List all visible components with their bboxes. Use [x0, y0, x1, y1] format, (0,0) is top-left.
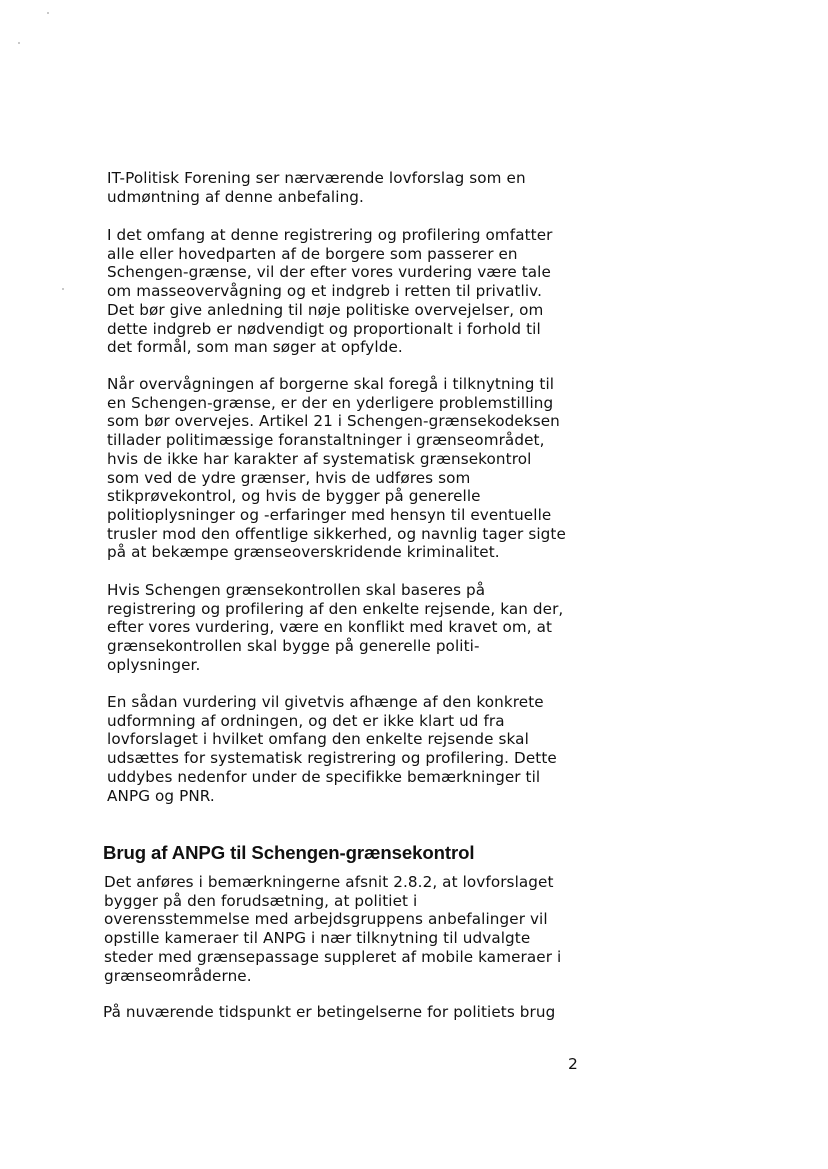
text-line: stikprøvekontrol, og hvis de bygger på generelle [107, 487, 481, 506]
text-line: politioplysninger og -erfaringer med hensyn til eventuelle [107, 505, 552, 524]
text-line: Schengen-grænse, vil der efter vores vurdering være tale [107, 263, 551, 282]
text-line: IT-Politisk Forening ser nærværende lovforslag som en [107, 169, 526, 187]
text-line: uddybes nedenfor under de specifikke bemærkninger til [107, 767, 541, 786]
text-line: En sådan vurdering vil givetvis afhænge af den konkrete [107, 693, 544, 711]
text-line: udformning af ordningen, og det er ikke klart ud fra [107, 711, 505, 730]
text-line: udsættes for systematisk registrering og profilering. Dette [107, 749, 557, 768]
paragraph-1 [107, 169, 526, 206]
text-line: Når overvågningen af borgerne skal foregå i tilknytning til [107, 375, 555, 393]
text-line: I det omfang at denne registrering og profilering omfatter [107, 226, 553, 244]
scan-speck [47, 12, 49, 14]
text-line: hvis de ikke har karakter af systematisk grænsekontrol [107, 449, 532, 468]
page-number: 2 [568, 1055, 578, 1073]
text-line: På nuværende tidspunkt er betingelserne for politiets brug [103, 1003, 556, 1021]
text-line: det formål, som man søger at opfylde. [107, 338, 403, 357]
text-line: registrering og profilering af den enkelte rejsende, kan der, [107, 599, 564, 618]
text-line: dette indgreb er nødvendigt og proportionalt i forhold til [107, 319, 541, 338]
text-line: oplysninger. [107, 655, 201, 674]
text-line: overensstemmelse med arbejdsgruppens anbefalinger vil [104, 910, 548, 929]
text-line: bygger på den forudsætning, at politiet i [104, 891, 418, 910]
paragraph-3 [107, 375, 566, 562]
text-line: ANPG og PNR. [107, 786, 215, 805]
text-line: opstille kameraer til ANPG i nær tilknytning til udvalgte [104, 929, 531, 948]
text-line: grænsekontrollen skal bygge på generelle politi- [107, 637, 480, 656]
text-line: efter vores vurdering, være en konflikt med kravet om, at [107, 618, 553, 637]
text-line: trusler mod den offentlige sikkerhed, og navnlig tager sigte [107, 524, 566, 543]
section-paragraph-2 [103, 1003, 555, 1022]
text-line: Det bør give anledning til nøje politiske overvejelser, om [107, 300, 544, 319]
text-line: Hvis Schengen grænsekontrollen skal baseres på [107, 581, 486, 599]
section-paragraph-1 [104, 873, 561, 985]
paragraph-4 [107, 581, 563, 675]
section-heading: Brug af ANPG til Schengen-grænsekontrol [103, 842, 475, 863]
text-line: som bør overvejes. Artikel 21 i Schengen-grænsekodeksen [107, 412, 560, 431]
text-line: på at bekæmpe grænseoverskridende kriminalitet. [107, 543, 500, 562]
text-line: som ved de ydre grænser, hvis de udføres som [107, 468, 471, 487]
text-line: om masseovervågning og et indgreb i retten til privatliv. [107, 282, 543, 301]
text-line: udmøntning af denne anbefaling. [107, 187, 364, 206]
text-line: en Schengen-grænse, er der en yderligere problemstilling [107, 393, 554, 412]
scan-speck [62, 288, 64, 290]
text-line: grænseområderne. [104, 966, 252, 985]
scan-speck [18, 42, 20, 44]
text-line: alle eller hovedparten af de borgere som passerer en [107, 244, 518, 263]
text-line: Det anføres i bemærkningerne afsnit 2.8.2, at lovforslaget [104, 873, 554, 891]
text-line: tillader politimæssige foranstaltninger i grænseområdet, [107, 431, 545, 450]
text-line: lovforslaget i hvilket omfang den enkelte rejsende skal [107, 730, 529, 749]
paragraph-5 [107, 693, 557, 805]
text-line: steder med grænsepassage suppleret af mobile kameraer i [104, 947, 562, 966]
paragraph-2 [107, 226, 553, 357]
